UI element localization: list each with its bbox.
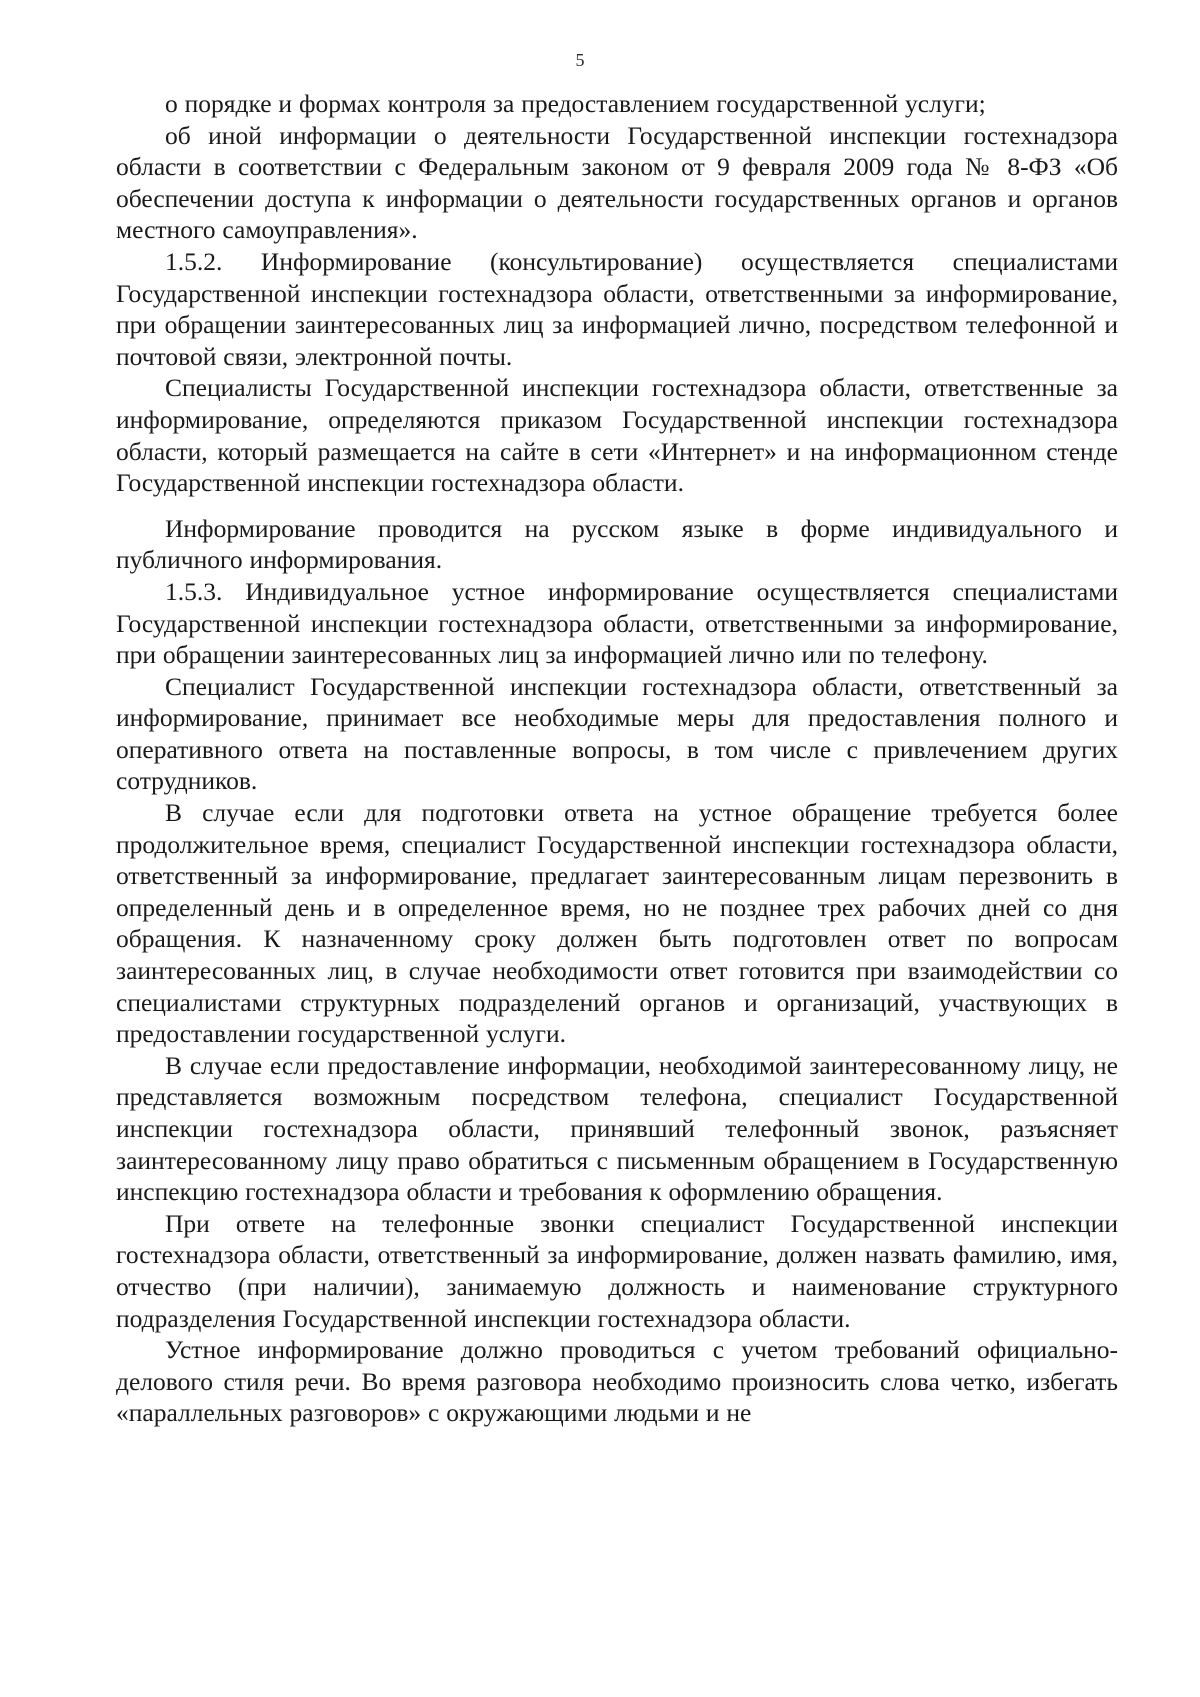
paragraph-control-order: о порядке и формах контроля за предоставлением государственной услуги; [165, 89, 986, 118]
document-body [116, 88, 1118, 1429]
paragraph-phone-answer: При ответе на телефонные звонки специалист Государственной инспекции гостехнадзора области, ответственный за информирование, должен назвать фамилию, имя, отчество (при наличии), занимаемую должность и наименование структурного подразделения Государственной инспекции гостехнадзора области. [116, 1208, 1118, 1333]
paragraph-other-information: об иной информации о деятельности Государственной инспекции гостехнадзора области в соответствии с Федеральным законом от 9 февраля 2009 года № 8-ФЗ «Об обеспечении доступа к информации о деятельности государственных органов и органов местного самоуправления». [116, 120, 1118, 245]
paragraph-1-5-3: 1.5.3. Индивидуальное устное информирование осуществляется специалистами Государственной инспекции гостехнадзора области, ответственными за информирование, при обращении заинтересованных лиц за информацией лично или по телефону. [116, 576, 1118, 670]
page-number: 5 [575, 50, 585, 70]
paragraph-extended-time: В случае если для подготовки ответа на устное обращение требуется более продолжительное время, специалист Государственной инспекции гостехнадзора области, ответственный за информирование, предлагает заинтересованным лицам перезвонить в определенный день и в определенное время, но не позднее трех рабочих дней со дня обращения. К назначенному сроку должен быть подготовлен ответ по вопросам заинтересованных лиц, в случае необходимости ответ готовится при взаимодействии со специалистами структурных подразделений органов и организаций, участвующих в предоставлении государственной услуги. [116, 798, 1118, 1049]
paragraph-responsible-specialists: Специалисты Государственной инспекции гостехнадзора области, ответственные за информирование, определяются приказом Государственной инспекции гостехнадзора области, который размещается на сайте в сети «Интернет» и на информационном стенде Государственной инспекции гостехнадзора области. [116, 373, 1118, 498]
paragraph-phone-impossible: В случае если предоставление информации, необходимой заинтересованному лицу, не представляется возможным посредством телефона, специалист Государственной инспекции гостехнадзора области, принявший телефонный звонок, разъясняет заинтересованному лицу право обратиться с письменным обращением в Государственную инспекцию гостехнадзора области и требования к оформлению обращения. [116, 1050, 1118, 1207]
paragraph-specialist-measures: Специалист Государственной инспекции гостехнадзора области, ответственный за информирование, принимает все необходимые меры для предоставления полного и оперативного ответа на поставленные вопросы, в том числе с привлечением других сотрудников. [116, 671, 1118, 796]
paragraph-1-5-2: 1.5.2. Информирование (консультирование) осуществляется специалистами Государственной инспекции гостехнадзора области, ответственными за информирование, при обращении заинтересованных лиц за информацией лично, посредством телефонной и почтовой связи, электронной почты. [116, 246, 1118, 371]
paragraph-language: Информирование проводится на русском языке в форме индивидуального и публичного информирования. [116, 513, 1118, 575]
paragraph-oral-style: Устное информирование должно проводиться с учетом требований официально-делового стиля речи. Во время разговора необходимо произносить слова четко, избегать «параллельных разговоров» с окружающими людьми и не [116, 1335, 1118, 1428]
